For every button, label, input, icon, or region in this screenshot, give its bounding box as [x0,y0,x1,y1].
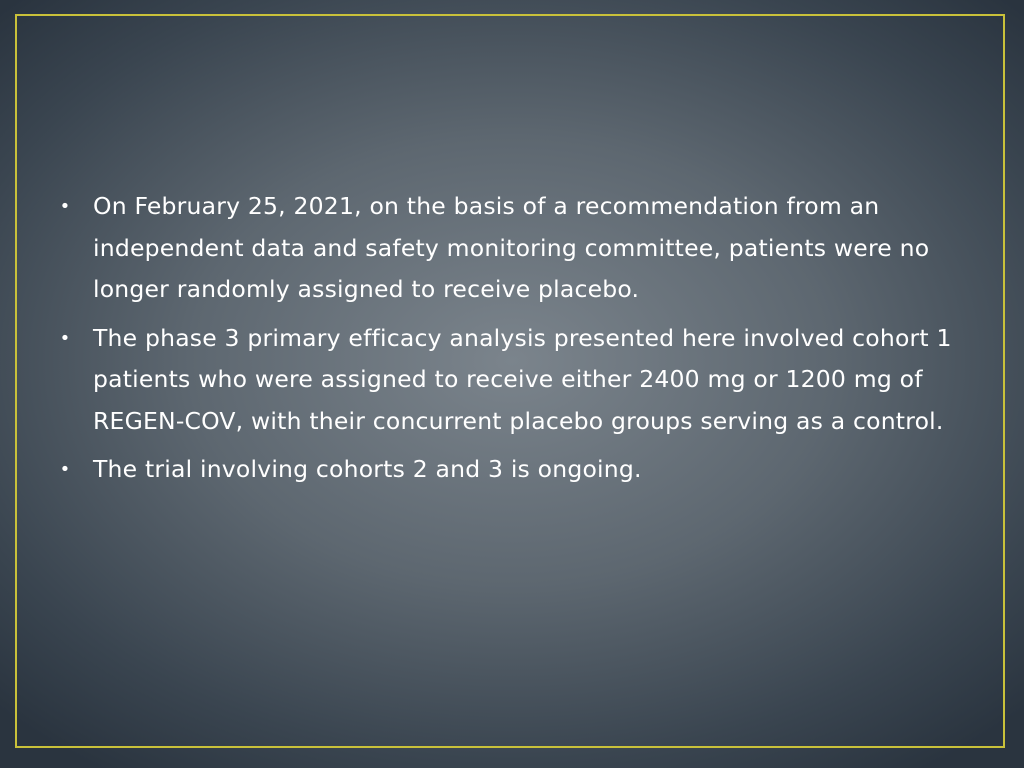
bullet-item-3 [58,449,978,491]
bullet-list [58,186,978,498]
bullet-item-2 [58,318,978,443]
bullet-text-3: The trial involving cohorts 2 and 3 is ongoing. [93,455,642,483]
bullet-dot-icon: • [59,459,71,480]
bullet-text-2: The phase 3 primary efficacy analysis presented here involved cohort 1 patients who were assigned to receive either 2400 mg or 1200 mg of REGEN-COV, with their concurrent placebo groups serving as a control. [93,323,952,435]
bullet-dot-icon: • [59,327,71,349]
bullet-dot-icon: • [59,196,71,217]
bullet-item-1 [58,186,978,311]
bullet-text-1: On February 25, 2021, on the basis of a recommendation from an independent data and safety monitoring committee, patients were no longer randomly assigned to receive placebo. [93,192,930,303]
